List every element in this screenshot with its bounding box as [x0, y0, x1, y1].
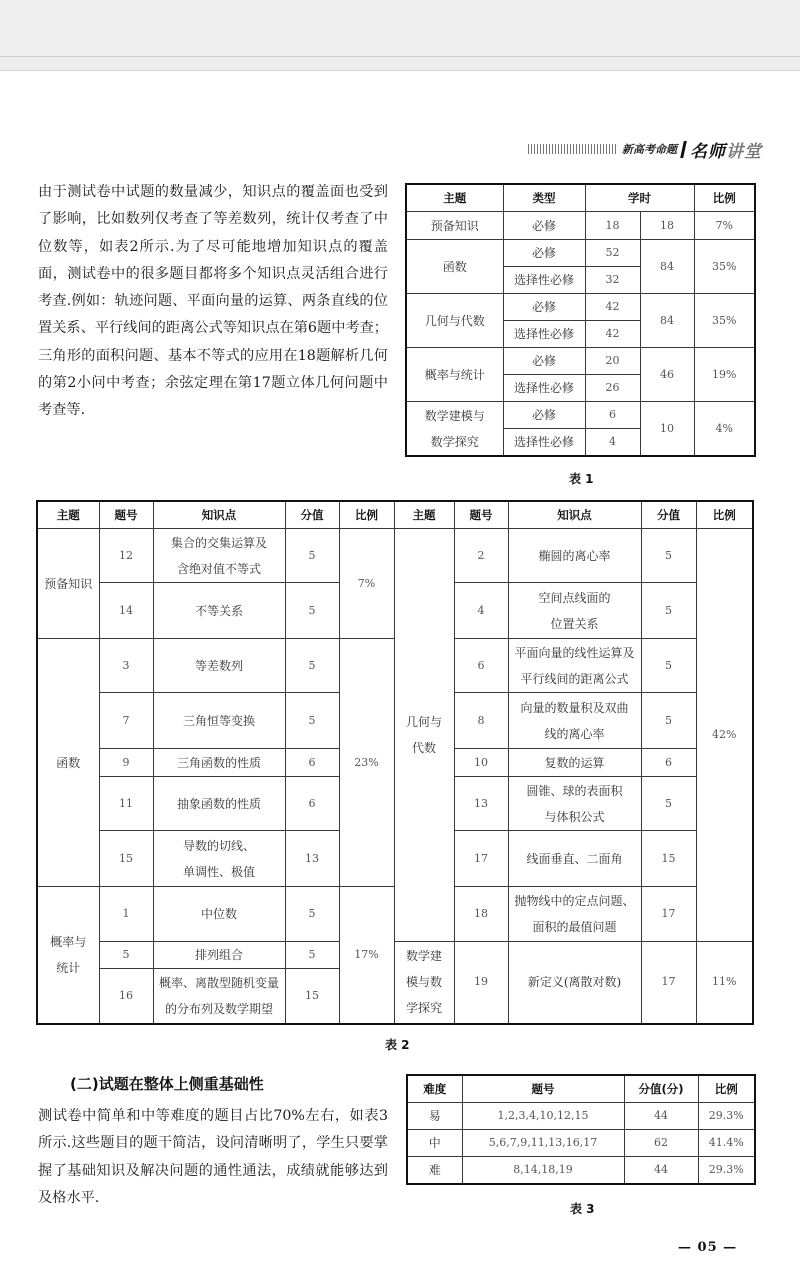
kp-line: 单调性、极值	[182, 864, 255, 879]
header-cell: 难度	[407, 1075, 462, 1103]
topic-cell	[406, 402, 503, 457]
question-number-cell: 16	[99, 969, 153, 1024]
total-hours-cell: 46	[640, 348, 694, 402]
type-cell: 必修	[503, 348, 585, 375]
total-hours-cell: 18	[640, 212, 694, 240]
header-cell: 比例	[696, 501, 753, 529]
header-cell: 知识点	[508, 501, 641, 529]
page-number: — 05 —	[678, 1240, 738, 1255]
question-numbers-cell: 5,6,7,9,11,13,16,17	[462, 1130, 624, 1157]
ratio-cell: 41.4%	[698, 1130, 755, 1157]
knowledge-point-cell: 三角恒等变换	[153, 693, 285, 749]
score-cell: 44	[624, 1157, 698, 1185]
difficulty-cell: 易	[407, 1103, 462, 1130]
topic-cell: 函数	[406, 240, 503, 294]
table-1	[405, 183, 756, 457]
knowledge-point-cell: 新定义(离散对数)	[508, 942, 641, 1024]
question-number-cell: 7	[99, 693, 153, 749]
topic-cell	[394, 529, 454, 942]
score-cell: 6	[641, 749, 696, 777]
section-heading: (二)试题在整体上侧重基础性	[70, 1075, 264, 1093]
topic-line: 几何与	[405, 715, 442, 729]
hours-cell: 42	[585, 294, 640, 321]
hours-cell: 32	[585, 267, 640, 294]
type-cell: 选择性必修	[503, 321, 585, 348]
score-cell: 15	[641, 831, 696, 887]
topic-line: 数学探究	[430, 434, 479, 449]
column-title-light: 讲堂	[726, 141, 762, 162]
knowledge-point-cell	[508, 777, 641, 831]
table-row	[407, 1103, 755, 1130]
topic-line: 数学建模与	[424, 408, 485, 423]
question-number-cell: 11	[99, 777, 153, 831]
score-cell: 13	[285, 831, 339, 887]
difficulty-cell: 中	[407, 1130, 462, 1157]
paragraph-basics: 测试卷中简单和中等难度的题目占比70%左右，如表3所示.这些题目的题干简洁，设问清晰明了，学生只要掌握了基础知识及解决问题的通性通法，成绩就能够达到及格水平.	[38, 1108, 388, 1206]
score-cell: 15	[285, 969, 339, 1024]
kp-line: 面积的最值问题	[532, 920, 617, 934]
table-header-row	[37, 501, 753, 529]
kp-line: 空间点线面的	[538, 590, 611, 605]
ratio-cell: 19%	[694, 348, 755, 402]
column-subtitle: 新高考命题	[622, 143, 677, 156]
table-2-caption: 表 2	[385, 1038, 410, 1052]
score-cell: 6	[285, 777, 339, 831]
hatch-decoration	[528, 144, 618, 154]
question-number-cell: 14	[99, 583, 153, 639]
type-cell: 必修	[503, 212, 585, 240]
score-cell: 5	[641, 693, 696, 749]
score-cell: 5	[285, 887, 339, 942]
table-row	[406, 294, 755, 321]
ratio-cell: 11%	[696, 942, 753, 1024]
topic-line: 学探究	[405, 1001, 442, 1016]
question-number-cell: 4	[454, 583, 508, 639]
topic-line: 统计	[56, 960, 81, 975]
score-cell: 5	[285, 529, 339, 583]
table-header-row	[407, 1075, 755, 1103]
knowledge-point-cell	[153, 969, 285, 1024]
header-cell: 分值	[641, 501, 696, 529]
kp-line: 概率、离散型随机变量	[158, 975, 279, 990]
score-cell: 5	[285, 942, 339, 969]
column-header	[528, 138, 762, 160]
question-number-cell: 1	[99, 887, 153, 942]
header-cell: 比例	[339, 501, 394, 529]
kp-line: 线的离心率	[544, 726, 605, 741]
score-cell: 17	[641, 942, 696, 1024]
topic-line: 模与数	[405, 975, 442, 990]
total-hours-cell: 84	[640, 294, 694, 348]
topic-cell: 概率与统计	[406, 348, 503, 402]
difficulty-cell: 难	[407, 1157, 462, 1185]
question-number-cell: 13	[454, 777, 508, 831]
topic-cell	[394, 942, 454, 1024]
hours-cell: 26	[585, 375, 640, 402]
question-number-cell: 3	[99, 639, 153, 693]
header-cell: 比例	[694, 184, 755, 212]
knowledge-point-cell: 三角函数的性质	[153, 749, 285, 777]
ratio-cell: 35%	[694, 294, 755, 348]
type-cell: 必修	[503, 294, 585, 321]
header-cell: 主题	[406, 184, 503, 212]
question-number-cell: 6	[454, 639, 508, 693]
header-cell: 题号	[99, 501, 153, 529]
ratio-cell: 42%	[696, 529, 753, 942]
table-row	[406, 348, 755, 375]
question-number-cell: 19	[454, 942, 508, 1024]
kp-line: 向量的数量积及双曲	[520, 700, 629, 715]
hours-cell: 4	[585, 429, 640, 457]
hours-cell: 6	[585, 402, 640, 429]
knowledge-point-cell: 抽象函数的性质	[153, 777, 285, 831]
knowledge-point-cell: 复数的运算	[508, 749, 641, 777]
score-cell: 5	[641, 777, 696, 831]
ratio-cell: 7%	[339, 529, 394, 639]
score-cell: 5	[285, 583, 339, 639]
score-cell: 5	[641, 583, 696, 639]
hours-cell: 52	[585, 240, 640, 267]
topic-cell: 函数	[37, 639, 99, 887]
kp-line: 抛物线中的定点问题、	[514, 894, 635, 908]
ratio-cell: 29.3%	[698, 1157, 755, 1185]
kp-line: 的分布列及数学期望	[164, 1001, 273, 1016]
question-number-cell: 5	[99, 942, 153, 969]
brand-separator	[680, 141, 687, 158]
question-number-cell: 15	[99, 831, 153, 887]
header-cell: 学时	[585, 184, 694, 212]
question-number-cell: 18	[454, 887, 508, 942]
topic-cell: 预备知识	[406, 212, 503, 240]
header-cell: 类型	[503, 184, 585, 212]
table-row	[407, 1130, 755, 1157]
knowledge-point-cell	[153, 529, 285, 583]
hours-cell: 20	[585, 348, 640, 375]
header-cell: 知识点	[153, 501, 285, 529]
ratio-cell: 17%	[339, 887, 394, 1024]
table-3	[406, 1074, 756, 1185]
kp-line: 集合的交集运算及	[170, 535, 267, 550]
header-cell: 分值(分)	[624, 1075, 698, 1103]
question-number-cell: 9	[99, 749, 153, 777]
knowledge-point-cell: 椭圆的离心率	[508, 529, 641, 583]
topic-line: 代数	[411, 741, 436, 755]
kp-line: 平面向量的线性运算及	[514, 645, 635, 660]
top-bar	[0, 0, 800, 71]
score-cell: 5	[641, 529, 696, 583]
knowledge-point-cell: 等差数列	[153, 639, 285, 693]
header-cell: 主题	[37, 501, 99, 529]
question-number-cell: 17	[454, 831, 508, 887]
header-cell: 主题	[394, 501, 454, 529]
type-cell: 选择性必修	[503, 267, 585, 294]
header-cell: 分值	[285, 501, 339, 529]
question-number-cell: 10	[454, 749, 508, 777]
header-cell: 题号	[454, 501, 508, 529]
total-hours-cell: 84	[640, 240, 694, 294]
knowledge-point-cell	[508, 583, 641, 639]
type-cell: 选择性必修	[503, 429, 585, 457]
hours-cell: 18	[585, 212, 640, 240]
score-cell: 5	[285, 693, 339, 749]
topic-cell: 几何与代数	[406, 294, 503, 348]
question-numbers-cell: 1,2,3,4,10,12,15	[462, 1103, 624, 1130]
kp-line: 导数的切线、	[182, 838, 255, 853]
knowledge-point-cell: 排列组合	[153, 942, 285, 969]
question-number-cell: 8	[454, 693, 508, 749]
table-header-row	[406, 184, 755, 212]
score-cell: 17	[641, 887, 696, 942]
knowledge-point-cell: 不等关系	[153, 583, 285, 639]
ratio-cell: 35%	[694, 240, 755, 294]
table-row	[37, 942, 753, 969]
ratio-cell: 4%	[694, 402, 755, 457]
knowledge-point-cell: 中位数	[153, 887, 285, 942]
kp-line: 含绝对值不等式	[176, 561, 261, 576]
score-cell: 6	[285, 749, 339, 777]
knowledge-point-cell	[508, 693, 641, 749]
type-cell: 必修	[503, 240, 585, 267]
topic-cell: 预备知识	[37, 529, 99, 639]
score-cell: 44	[624, 1103, 698, 1130]
score-cell: 5	[641, 639, 696, 693]
knowledge-point-cell	[508, 887, 641, 942]
knowledge-point-cell	[508, 639, 641, 693]
ratio-cell: 23%	[339, 639, 394, 887]
topic-cell	[37, 887, 99, 1024]
question-numbers-cell: 8,14,18,19	[462, 1157, 624, 1185]
knowledge-point-cell: 线面垂直、二面角	[508, 831, 641, 887]
kp-line: 位置关系	[550, 616, 599, 631]
knowledge-point-cell	[153, 831, 285, 887]
question-number-cell: 12	[99, 529, 153, 583]
table-2	[36, 500, 754, 1025]
table-1-caption: 表 1	[569, 472, 594, 486]
column-title-main: 名师	[690, 141, 726, 162]
hours-cell: 42	[585, 321, 640, 348]
type-cell: 选择性必修	[503, 375, 585, 402]
topic-line: 数学建	[405, 949, 442, 964]
score-cell: 62	[624, 1130, 698, 1157]
table-row	[407, 1157, 755, 1185]
table-row	[406, 402, 755, 429]
header-cell: 比例	[698, 1075, 755, 1103]
ratio-cell: 7%	[694, 212, 755, 240]
column-title	[690, 137, 762, 162]
kp-line: 平行线间的距离公式	[520, 671, 629, 686]
paragraph-intro: 由于测试卷中试题的数量减少，知识点的覆盖面也受到了影响，比如数列仅考查了等差数列，统计仅考查了中位数等，如表2所示.为了尽可能地增加知识点的覆盖面，测试卷中的很多题目都将多个知识点灵活组合进行考查.例如：轨迹问题、平面向量的运算、两条直线的位置关系、平行线间的距离公式等知识点在第6题中考查；三角形的面积问题、基本不等式的应用在18题解析几何的第2小问中考查；余弦定理在第17题立体几何问题中考查等.	[38, 184, 388, 419]
header-cell: 题号	[462, 1075, 624, 1103]
table-row	[406, 212, 755, 240]
table-row	[406, 240, 755, 267]
type-cell: 必修	[503, 402, 585, 429]
kp-line: 圆锥、球的表面积	[526, 783, 623, 798]
table-row	[37, 529, 753, 583]
kp-line: 与体积公式	[544, 809, 605, 824]
total-hours-cell: 10	[640, 402, 694, 457]
topic-line: 概率与	[50, 934, 87, 949]
table-3-caption: 表 3	[570, 1202, 595, 1216]
score-cell: 5	[285, 639, 339, 693]
ratio-cell: 29.3%	[698, 1103, 755, 1130]
question-number-cell: 2	[454, 529, 508, 583]
